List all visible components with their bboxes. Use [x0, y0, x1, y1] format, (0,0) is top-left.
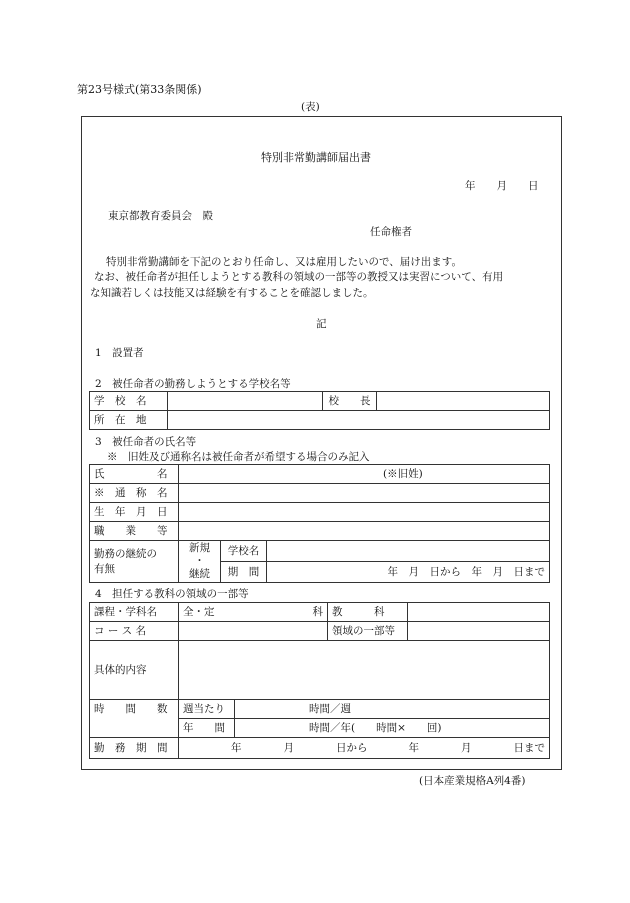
appointer-label: 任命権者: [370, 226, 412, 238]
period-field[interactable]: 年 月 日から 年 月 日まで: [267, 562, 550, 583]
date-line[interactable]: 年 月 日: [465, 180, 539, 192]
section-1-heading: 1 設置者: [95, 347, 144, 359]
work-period-label: 勤 務 期 間: [90, 738, 179, 759]
new-or-continue-field[interactable]: [179, 541, 221, 583]
section-4-heading: 4 担任する教科の領域の一部等: [95, 588, 249, 600]
course-sub-field[interactable]: [179, 622, 328, 641]
work-period-to: 年 月 日まで: [408, 742, 545, 754]
occupation-field[interactable]: [179, 522, 550, 541]
new-option[interactable]: 新規: [189, 542, 210, 554]
subject-table-grid: [89, 602, 550, 759]
location-field[interactable]: [168, 411, 550, 430]
addressee: 東京都教育委員会 殿: [108, 210, 213, 222]
form-title: 特別非常勤講師届出書: [261, 151, 371, 164]
work-period-field[interactable]: [179, 738, 550, 759]
zenjo-text: 全・定: [183, 606, 215, 618]
person-table: [89, 464, 550, 583]
occupation-label: 職 業 等: [90, 522, 179, 541]
school-name-field[interactable]: [168, 392, 323, 411]
body-line-3: な知識若しくは技能又は経験を有することを確認しました。: [90, 287, 374, 299]
content-field[interactable]: [179, 641, 550, 700]
course-name-cell[interactable]: [179, 603, 328, 622]
principal-field[interactable]: [377, 392, 550, 411]
body-line-2: なお、被任命者が担任しようとする教科の領域の一部等の教授又は実習について、有用: [94, 271, 504, 283]
school-label: 学校名: [221, 541, 267, 562]
continuation-school-field[interactable]: [267, 541, 550, 562]
name-field[interactable]: [179, 465, 550, 484]
hours-label: 時 間 数: [90, 700, 179, 738]
course-sub-label: コ ー ス 名: [90, 622, 179, 641]
body-line-1: 特別非常勤講師を下記のとおり任命し、又は雇用したいので、届け出ます。: [106, 256, 462, 268]
alias-field[interactable]: [179, 484, 550, 503]
period-label: 期 間: [221, 562, 267, 583]
principal-label: 校 長: [323, 392, 377, 411]
annual-label: 年 間: [179, 719, 235, 738]
per-week-label: 週当たり: [179, 700, 235, 719]
section-2-heading: 2 被任命者の勤務しようとする学校名等: [95, 378, 291, 390]
school-table: [89, 391, 550, 430]
maiden-name-label: (※旧姓): [383, 468, 423, 480]
subject-label: 教 科: [328, 603, 408, 622]
per-week-field[interactable]: [235, 700, 550, 719]
work-period-from: 年 月 日から: [231, 742, 368, 754]
domain-field[interactable]: [408, 622, 550, 641]
form-number: 第23号様式(第33条関係): [77, 83, 202, 96]
ka-text: 科: [312, 606, 323, 618]
alias-label: ※ 通 称 名: [90, 484, 179, 503]
birth-date-field[interactable]: [179, 503, 550, 522]
school-name-label: 学 校 名: [90, 392, 168, 411]
continuation-label-line2: 有無: [94, 562, 115, 575]
continuation-label: [90, 541, 179, 583]
per-week-unit: 時間／週: [309, 703, 351, 715]
side-label: (表): [301, 101, 320, 113]
continue-option[interactable]: 継続: [189, 568, 210, 580]
section-3-heading: 3 被任命者の氏名等: [95, 436, 197, 448]
separator-dot: ・: [194, 555, 205, 567]
annual-field[interactable]: [235, 719, 550, 738]
footer-standard: (日本産業規格A列4番): [419, 775, 526, 787]
section-3-note: ※ 旧姓及び通称名は被任命者が希望する場合のみ記入: [107, 451, 370, 463]
birth-date-label: 生 年 月 日: [90, 503, 179, 522]
course-label-cell: 課程・学科名: [90, 603, 179, 622]
location-label: 所 在 地: [90, 411, 168, 430]
annual-unit: 時間／年( 時間× 回): [309, 722, 442, 734]
name-label: 氏 名: [90, 465, 179, 484]
continuation-label-line1: 勤務の継続の: [94, 547, 157, 560]
ki-label: 記: [316, 318, 327, 330]
content-label: 具体的内容: [90, 641, 179, 700]
domain-label: 領域の一部等: [328, 622, 408, 641]
subject-field[interactable]: [408, 603, 550, 622]
